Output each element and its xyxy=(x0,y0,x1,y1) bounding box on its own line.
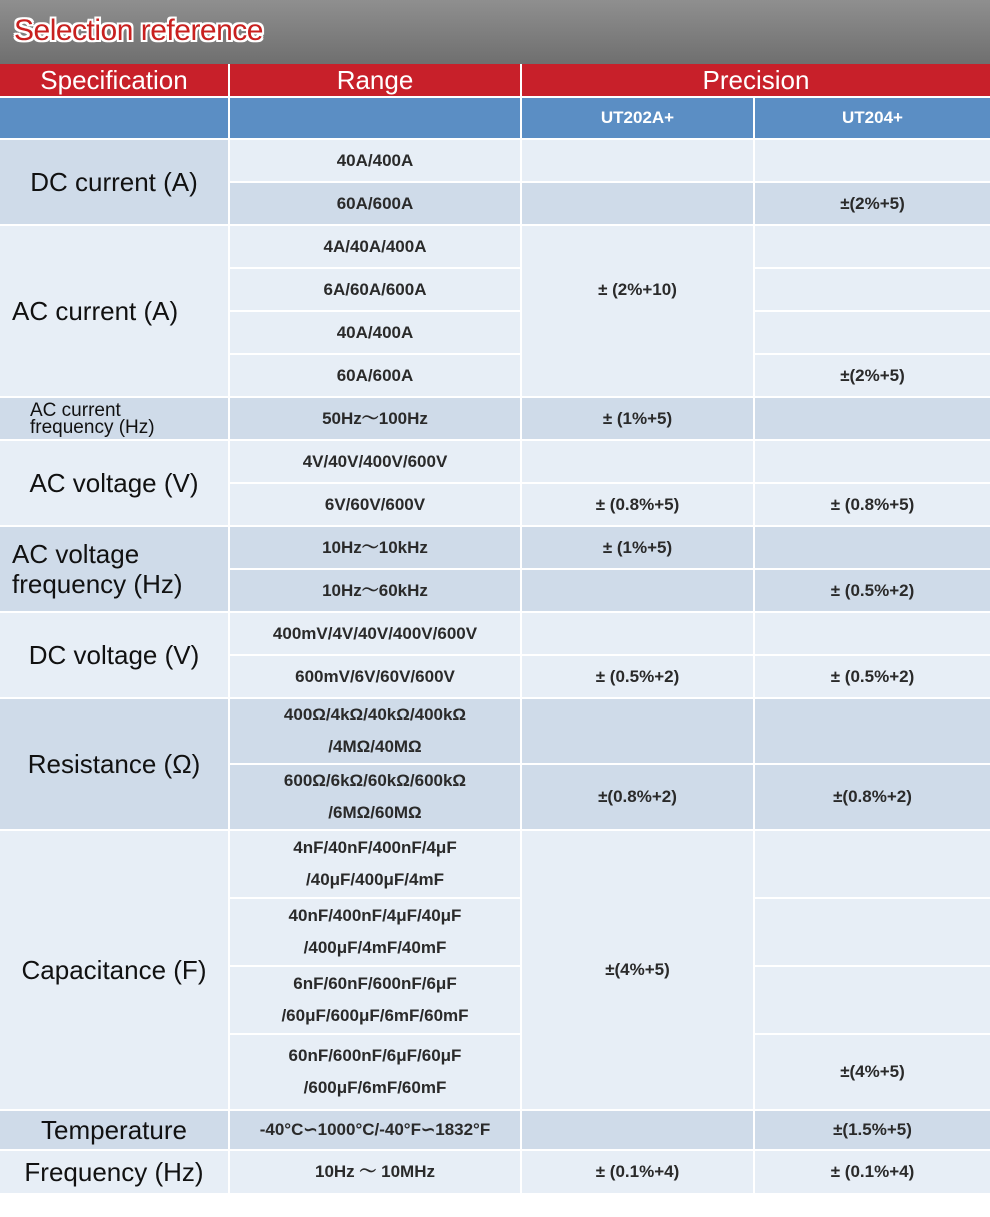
model-row xyxy=(0,98,990,140)
range-line: /600μF/6mF/60mF xyxy=(303,1078,447,1097)
range-cell: 50Hz～100Hz xyxy=(230,398,522,441)
range-line: 4nF/40nF/400nF/4μF xyxy=(293,838,457,857)
header-precision: Precision xyxy=(522,64,990,98)
header-row xyxy=(0,64,990,98)
spec-ac-voltage: AC voltage (V) xyxy=(0,441,230,527)
precision-b-cell: ± (0.5%+2) xyxy=(755,570,990,613)
table-row xyxy=(0,1111,990,1151)
precision-a-cell xyxy=(522,570,755,613)
precision-b-cell: ±(0.8%+2) xyxy=(755,765,990,831)
precision-b-cell xyxy=(755,699,990,765)
precision-b-cell xyxy=(755,831,990,899)
spec-table xyxy=(0,64,990,1195)
precision-a-cell: ± (1%+5) xyxy=(522,527,755,570)
range-cell: -40°C∽1000°C/-40°F∽1832°F xyxy=(230,1111,522,1151)
header-range: Range xyxy=(230,64,522,98)
spec-capacitance: Capacitance (F) xyxy=(0,831,230,1111)
range-cell: 10Hz～60kHz xyxy=(230,570,522,613)
range-cell xyxy=(230,765,522,831)
range-cell: 60A/600A xyxy=(230,355,522,398)
precision-b-cell: ± (0.1%+4) xyxy=(755,1151,990,1195)
range-line: 40nF/400nF/4μF/40μF xyxy=(288,906,462,925)
table-row xyxy=(0,140,990,183)
precision-b-cell xyxy=(755,441,990,484)
precision-a-cell xyxy=(522,140,755,183)
spec-resistance: Resistance (Ω) xyxy=(0,699,230,831)
table-row xyxy=(0,226,990,269)
precision-a-cell xyxy=(522,613,755,656)
precision-b-cell xyxy=(755,269,990,312)
banner-title: Selection reference xyxy=(14,14,263,47)
precision-b-cell xyxy=(755,613,990,656)
precision-a-cell: ± (0.5%+2) xyxy=(522,656,755,699)
range-cell: 6A/60A/600A xyxy=(230,269,522,312)
precision-b-cell: ±(2%+5) xyxy=(755,355,990,398)
range-line: 60nF/600nF/6μF/60μF xyxy=(288,1046,462,1065)
precision-b-cell xyxy=(755,140,990,183)
precision-b-cell: ± (0.5%+2) xyxy=(755,656,990,699)
range-cell: 4V/40V/400V/600V xyxy=(230,441,522,484)
range-line: /40μF/400μF/4mF xyxy=(306,870,444,889)
precision-a-cell: ± (0.1%+4) xyxy=(522,1151,755,1195)
precision-b-cell xyxy=(755,967,990,1035)
spec-line: AC voltage xyxy=(12,539,140,569)
spec-temperature: Temperature xyxy=(0,1111,230,1151)
precision-a-cell: ±(4%+5) xyxy=(522,831,755,1111)
precision-a-cell: ± (0.8%+5) xyxy=(522,484,755,527)
precision-b-cell: ±(4%+5) xyxy=(755,1035,990,1111)
range-cell: 60A/600A xyxy=(230,183,522,226)
spec-dc-voltage: DC voltage (V) xyxy=(0,613,230,699)
range-cell: 400mV/4V/40V/400V/600V xyxy=(230,613,522,656)
model-blank-2 xyxy=(230,98,522,140)
range-cell: 4A/40A/400A xyxy=(230,226,522,269)
precision-b-cell xyxy=(755,398,990,441)
range-line: 600Ω/6kΩ/60kΩ/600kΩ xyxy=(283,771,467,790)
range-line: /4MΩ/40MΩ xyxy=(328,737,422,756)
spec-dc-current: DC current (A) xyxy=(0,140,230,226)
spec-line: AC current xyxy=(30,399,121,421)
banner xyxy=(0,0,990,64)
range-line: /60μF/600μF/6mF/60mF xyxy=(281,1006,469,1025)
model-blank-1 xyxy=(0,98,230,140)
precision-b-cell xyxy=(755,226,990,269)
range-line: 6nF/60nF/600nF/6μF xyxy=(293,974,457,993)
precision-b-cell xyxy=(755,899,990,967)
spec-ac-current: AC current (A) xyxy=(0,226,230,398)
range-cell: 40A/400A xyxy=(230,312,522,355)
precision-b-cell: ±(1.5%+5) xyxy=(755,1111,990,1151)
range-line: 400Ω/4kΩ/40kΩ/400kΩ xyxy=(283,705,467,724)
table-row xyxy=(0,1151,990,1195)
precision-a-cell: ± (2%+10) xyxy=(522,226,755,398)
range-cell xyxy=(230,1035,522,1111)
range-cell: 10Hz ～ 10MHz xyxy=(230,1151,522,1195)
precision-b-cell: ±(2%+5) xyxy=(755,183,990,226)
spec-frequency: Frequency (Hz) xyxy=(0,1151,230,1195)
spec-ac-current-frequency xyxy=(0,398,230,441)
range-cell: 40A/400A xyxy=(230,140,522,183)
range-cell: 6V/60V/600V xyxy=(230,484,522,527)
precision-b-cell xyxy=(755,312,990,355)
range-cell xyxy=(230,699,522,765)
precision-a-cell xyxy=(522,699,755,765)
model-ut204: UT204+ xyxy=(755,98,990,140)
range-cell: 600mV/6V/60V/600V xyxy=(230,656,522,699)
header-specification: Specification xyxy=(0,64,230,98)
table-row xyxy=(0,527,990,570)
table-row xyxy=(0,613,990,656)
table-row xyxy=(0,831,990,899)
table-row xyxy=(0,699,990,765)
spec-line: frequency (Hz) xyxy=(12,569,183,599)
range-line: /6MΩ/60MΩ xyxy=(328,803,422,822)
precision-b-cell xyxy=(755,527,990,570)
precision-a-cell xyxy=(522,183,755,226)
model-ut202a: UT202A+ xyxy=(522,98,755,140)
spec-ac-voltage-frequency xyxy=(0,527,230,613)
precision-a-cell: ±(0.8%+2) xyxy=(522,765,755,831)
table-row xyxy=(0,441,990,484)
spec-line: frequency (Hz) xyxy=(30,416,155,438)
range-cell xyxy=(230,967,522,1035)
precision-a-cell xyxy=(522,441,755,484)
range-cell: 10Hz～10kHz xyxy=(230,527,522,570)
precision-a-cell xyxy=(522,1111,755,1151)
range-cell xyxy=(230,831,522,899)
precision-a-cell: ± (1%+5) xyxy=(522,398,755,441)
precision-b-cell: ± (0.8%+5) xyxy=(755,484,990,527)
range-cell xyxy=(230,899,522,967)
range-line: /400μF/4mF/40mF xyxy=(303,938,447,957)
table-row xyxy=(0,398,990,441)
